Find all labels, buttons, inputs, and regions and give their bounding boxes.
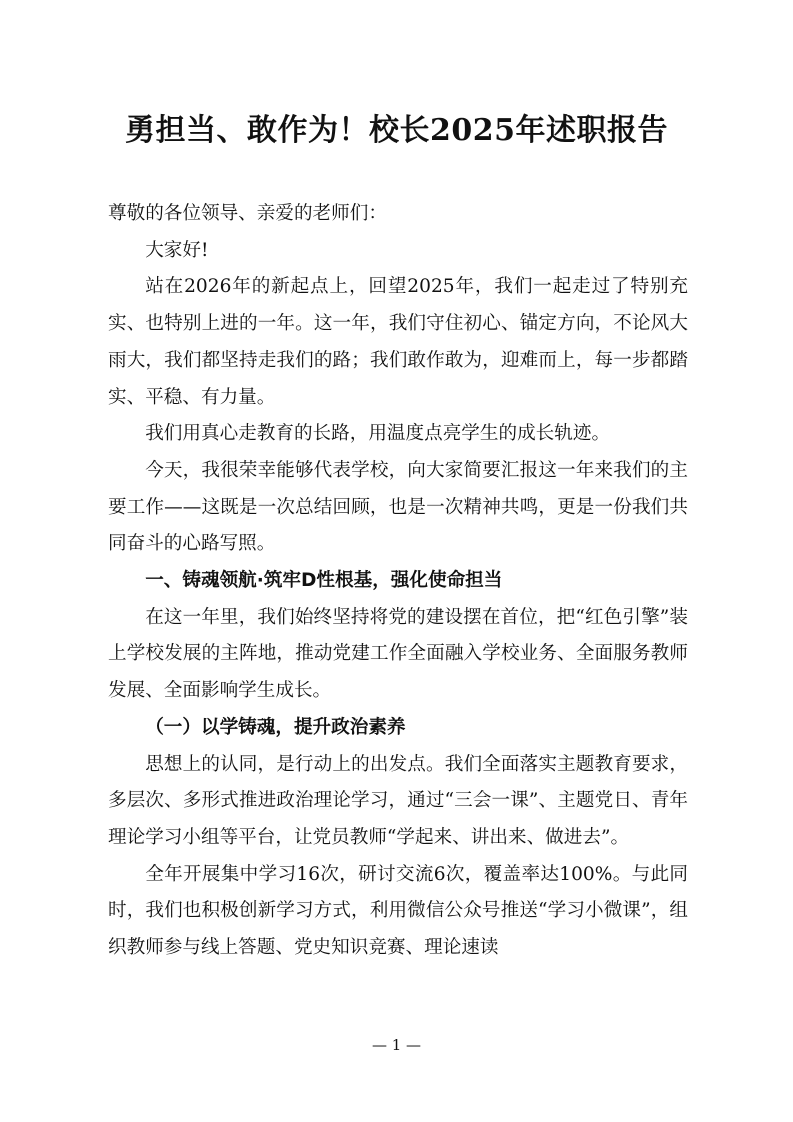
paragraph-report-intro: 今天，我很荣幸能够代表学校，向大家简要汇报这一年来我们的主要工作——这既是一次总结回顾，也是一次精神共鸣，更是一份我们共同奋斗的心路写照。 [108,459,688,555]
greeting: 大家好! [145,239,209,261]
section-heading-1: 一、铸魂领航·筑牢D性根基，强化使命担当 [145,570,503,592]
page-number: — 1 — [371,1036,422,1054]
salutation: 尊敬的各位领导、亲爱的老师们： [108,203,387,224]
paragraph-education: 我们用真心走教育的长路，用温度点亮学生的成长轨迹。 [145,423,611,445]
paragraph-opening: 站在2026年的新起点上，回望2025年，我们一起走过了特别充实、也特别上进的一年。这一年，我们守住初心、锚定方向，不论风大雨大，我们都坚持走我们的路；我们敢作敢为，迎难而上，每一步都踏实、平稳、有力量。 [108,276,688,408]
document-body [108,196,688,967]
subsection-heading-1: （一）以学铸魂，提升政治素养 [145,716,406,738]
page-title: 勇担当、敢作为！校长2025年述职报告 [125,113,668,148]
paragraph-party-building: 在这一年里，我们始终坚持将党的建设摆在首位，把“红色引擎”装上学校发展的主阵地，推动党建工作全面融入学校业务、全面服务教师发展、全面影响学生成长。 [108,606,688,702]
paragraph-study-stats: 全年开展集中学习16次，研讨交流6次，覆盖率达100%。与此同时，我们也积极创新学习方式，利用微信公众号推送“学习小微课”，组织教师参与线上答题、党史知识竞赛、理论速读 [108,863,688,959]
paragraph-theory-study: 思想上的认同，是行动上的出发点。我们全面落实主题教育要求，多层次、多形式推进政治理论学习，通过“三会一课”、主题党日、青年理论学习小组等平台，让党员教师“学起来、讲出来、做进去”。 [108,753,688,848]
